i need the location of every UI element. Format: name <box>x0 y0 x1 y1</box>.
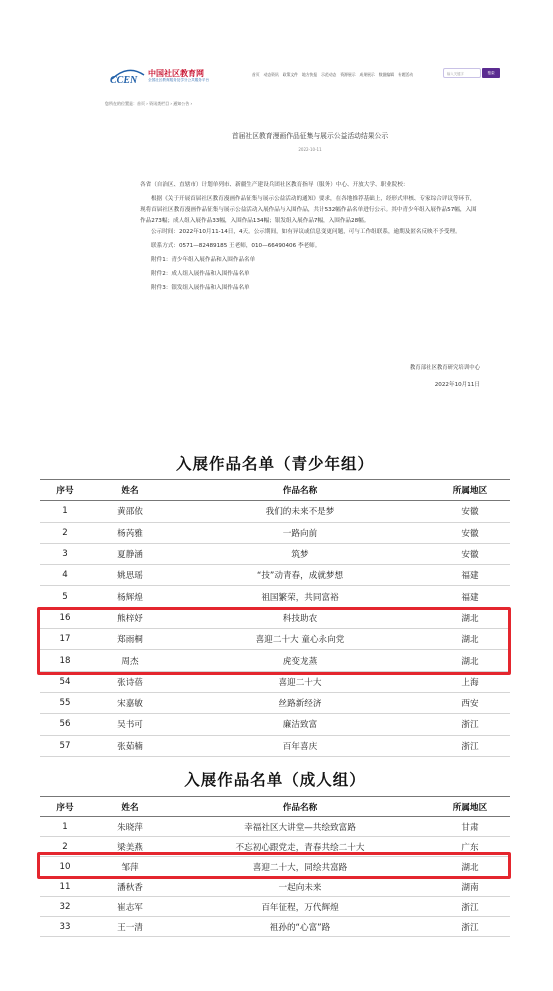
cell-number: 1 <box>40 501 90 522</box>
attachment-link[interactable]: 附件1：青少年组入展作品和入围作品名单 <box>151 257 256 263</box>
cell-region: 湖北 <box>430 650 510 671</box>
adult-table-body <box>40 817 510 937</box>
cell-work-title: 喜迎二十大 <box>170 671 430 692</box>
search-button[interactable]: 搜索 <box>482 68 500 78</box>
table-row <box>40 565 510 586</box>
cell-number: 18 <box>40 650 90 671</box>
cell-number: 11 <box>40 877 90 897</box>
cell-number: 16 <box>40 607 90 628</box>
cell-region: 安徽 <box>430 543 510 564</box>
nav-special[interactable]: 专题活动 <box>397 72 414 77</box>
cell-region: 浙江 <box>430 897 510 917</box>
cell-work-title: 不忘初心跟党走，青春共绘二十大 <box>170 837 430 857</box>
cell-name: 姚思瑶 <box>90 565 170 586</box>
column-header: 姓名 <box>90 480 170 501</box>
table-row <box>40 837 510 857</box>
article-date: 2022-10-11 <box>298 147 322 152</box>
table-row <box>40 897 510 917</box>
table-row <box>40 857 510 877</box>
cell-work-title: 祖孙的“心富”路 <box>170 917 430 937</box>
cell-number: 10 <box>40 857 90 877</box>
ccen-logo-icon <box>108 66 148 86</box>
table-row <box>40 714 510 735</box>
cell-work-title: 丝路新经济 <box>170 692 430 713</box>
table-row <box>40 586 510 607</box>
cell-number: 2 <box>40 522 90 543</box>
cell-number: 4 <box>40 565 90 586</box>
cell-region: 浙江 <box>430 917 510 937</box>
article-paragraph: 根据《关于开展首届社区教育漫画作品征集与展示公益活动的通知》要求，在各地推荐基础上，经形式审核、专家综合评议等环节，现将首届社区教育漫画作品征集与展示公益活动入展作品与入围作品，共计532幅作品名单进行公示。其中青少年组入展作品57幅，入围作品273幅；成人组入展作品33幅，入围作品134幅；银发组入展作品7幅，入围作品28幅。 <box>140 196 477 224</box>
cell-number: 3 <box>40 543 90 564</box>
cell-work-title: 廉洁致富 <box>170 714 430 735</box>
table-row <box>40 543 510 564</box>
cell-work-title: 虎变龙蒸 <box>170 650 430 671</box>
cell-name: 吴书可 <box>90 714 170 735</box>
cell-name: 夏静涵 <box>90 543 170 564</box>
cell-region: 西安 <box>430 692 510 713</box>
attachment-link[interactable]: 附件2：成人组入展作品和入围作品名单 <box>151 271 250 277</box>
column-header: 所属地区 <box>430 480 510 501</box>
cell-name: 张诗蓓 <box>90 671 170 692</box>
cell-number: 17 <box>40 629 90 650</box>
breadcrumb[interactable]: 您所在的位置是：首页 › 资讯类栏目 › 通知公告 › <box>105 101 193 106</box>
cell-work-title: 喜迎二十大，同绘共富路 <box>170 857 430 877</box>
site-logo[interactable] <box>108 66 248 88</box>
nav-achievements[interactable]: 成果展示 <box>359 72 375 77</box>
nav-demo[interactable]: 示范动态 <box>321 72 337 77</box>
logo-title: 中国社区教育网 <box>148 69 204 78</box>
table-header-row <box>40 480 510 501</box>
cell-work-title: “技”动青春，成就梦想 <box>170 565 430 586</box>
table-header-row <box>40 797 510 817</box>
cell-name: 熊梓妤 <box>90 607 170 628</box>
cell-name: 梁美燕 <box>90 837 170 857</box>
cell-region: 上海 <box>430 671 510 692</box>
cell-region: 广东 <box>430 837 510 857</box>
cell-work-title: 一路向前 <box>170 522 430 543</box>
table-row <box>40 650 510 671</box>
table-row <box>40 522 510 543</box>
cell-name: 张茹楠 <box>90 735 170 756</box>
cell-name: 杨辉煌 <box>90 586 170 607</box>
adult-table <box>40 796 510 937</box>
cell-region: 安徽 <box>430 501 510 522</box>
cell-region: 浙江 <box>430 735 510 756</box>
cell-region: 福建 <box>430 565 510 586</box>
article-org-date: 2022年10月11日 <box>434 382 480 388</box>
svg-text:CCEN: CCEN <box>110 75 138 86</box>
cell-name: 杨芮雅 <box>90 522 170 543</box>
article-contact: 联系方式：0571—82489185 王老师，010—66490406 李老师。 <box>151 243 321 249</box>
cell-region: 安徽 <box>430 522 510 543</box>
column-header: 作品名称 <box>170 797 430 817</box>
cell-work-title: 百年征程，万代辉煌 <box>170 897 430 917</box>
youth-table <box>40 479 510 757</box>
cell-region: 福建 <box>430 586 510 607</box>
adult-table-title: 入展作品名单（成人组） <box>184 770 366 789</box>
cell-number: 56 <box>40 714 90 735</box>
article-paragraph: 公示时间：2022年10月11-14日，4天。公示期间，如有异议或信息变更问题，可与工作组联系，逾期及匿名反映不予受理。 <box>151 229 461 235</box>
nav-policy[interactable]: 政策文件 <box>282 72 298 77</box>
cell-work-title: 科技助农 <box>170 607 430 628</box>
cell-number: 55 <box>40 692 90 713</box>
cell-region: 甘肃 <box>430 817 510 837</box>
article-addressee: 各省（自治区、直辖市）计划单列市、新疆生产建设兵团社区教育指导（服务）中心、开放大学、职业院校： <box>140 182 409 188</box>
cell-region: 湖北 <box>430 607 510 628</box>
cell-work-title: 喜迎二十大 童心永向党 <box>170 629 430 650</box>
logo-subtitle: 全国社区教育服务及学分公共服务平台 <box>148 78 210 82</box>
table-row <box>40 917 510 937</box>
article-org: 教育部社区教育研究培训中心 <box>409 365 480 371</box>
cell-number: 54 <box>40 671 90 692</box>
nav-data[interactable]: 数据编辑 <box>378 72 394 77</box>
cell-name: 黄邵依 <box>90 501 170 522</box>
site-header <box>0 60 553 90</box>
main-nav <box>252 72 413 78</box>
cell-name: 王一清 <box>90 917 170 937</box>
cell-name: 崔志军 <box>90 897 170 917</box>
cell-name: 宋嘉敏 <box>90 692 170 713</box>
cell-name: 潘秋香 <box>90 877 170 897</box>
cell-number: 32 <box>40 897 90 917</box>
cell-number: 2 <box>40 837 90 857</box>
table-row <box>40 692 510 713</box>
column-header: 序号 <box>40 480 90 501</box>
table-row <box>40 735 510 756</box>
attachment-link[interactable]: 附件3：银发组入展作品和入围作品名单 <box>151 285 250 291</box>
cell-name: 邹萍 <box>90 857 170 877</box>
table-row <box>40 671 510 692</box>
search-input[interactable]: 输入关键字 <box>443 68 481 78</box>
table-row <box>40 629 510 650</box>
cell-region: 浙江 <box>430 714 510 735</box>
table-row <box>40 817 510 837</box>
cell-name: 朱晓萍 <box>90 817 170 837</box>
cell-name: 郑雨桐 <box>90 629 170 650</box>
cell-number: 5 <box>40 586 90 607</box>
cell-region: 湖北 <box>430 857 510 877</box>
table-row <box>40 501 510 522</box>
youth-table-body <box>40 501 510 757</box>
cell-work-title: 祖国繁荣，共同富裕 <box>170 586 430 607</box>
cell-number: 33 <box>40 917 90 937</box>
cell-work-title: 百年喜庆 <box>170 735 430 756</box>
column-header: 作品名称 <box>170 480 430 501</box>
table-row <box>40 607 510 628</box>
nav-resources[interactable]: 资源展示 <box>340 72 356 77</box>
cell-name: 周杰 <box>90 650 170 671</box>
cell-region: 湖南 <box>430 877 510 897</box>
nav-news[interactable]: 动态资讯 <box>263 72 279 77</box>
cell-region: 湖北 <box>430 629 510 650</box>
youth-table-title: 入展作品名单（青少年组） <box>175 454 374 473</box>
cell-work-title: 一起向未来 <box>170 877 430 897</box>
article-title: 首届社区教育漫画作品征集与展示公益活动结果公示 <box>231 132 389 140</box>
cell-work-title: 我们的未来不是梦 <box>170 501 430 522</box>
cell-number: 57 <box>40 735 90 756</box>
column-header: 所属地区 <box>430 797 510 817</box>
column-header: 序号 <box>40 797 90 817</box>
article-body <box>140 180 480 294</box>
cell-work-title: 幸福社区大讲堂—共绘致富路 <box>170 817 430 837</box>
column-header: 姓名 <box>90 797 170 817</box>
nav-local[interactable]: 地方快报 <box>301 72 318 77</box>
table-row <box>40 877 510 897</box>
cell-number: 1 <box>40 817 90 837</box>
nav-home[interactable]: 首页 <box>252 72 260 77</box>
cell-work-title: 筑梦 <box>170 543 430 564</box>
